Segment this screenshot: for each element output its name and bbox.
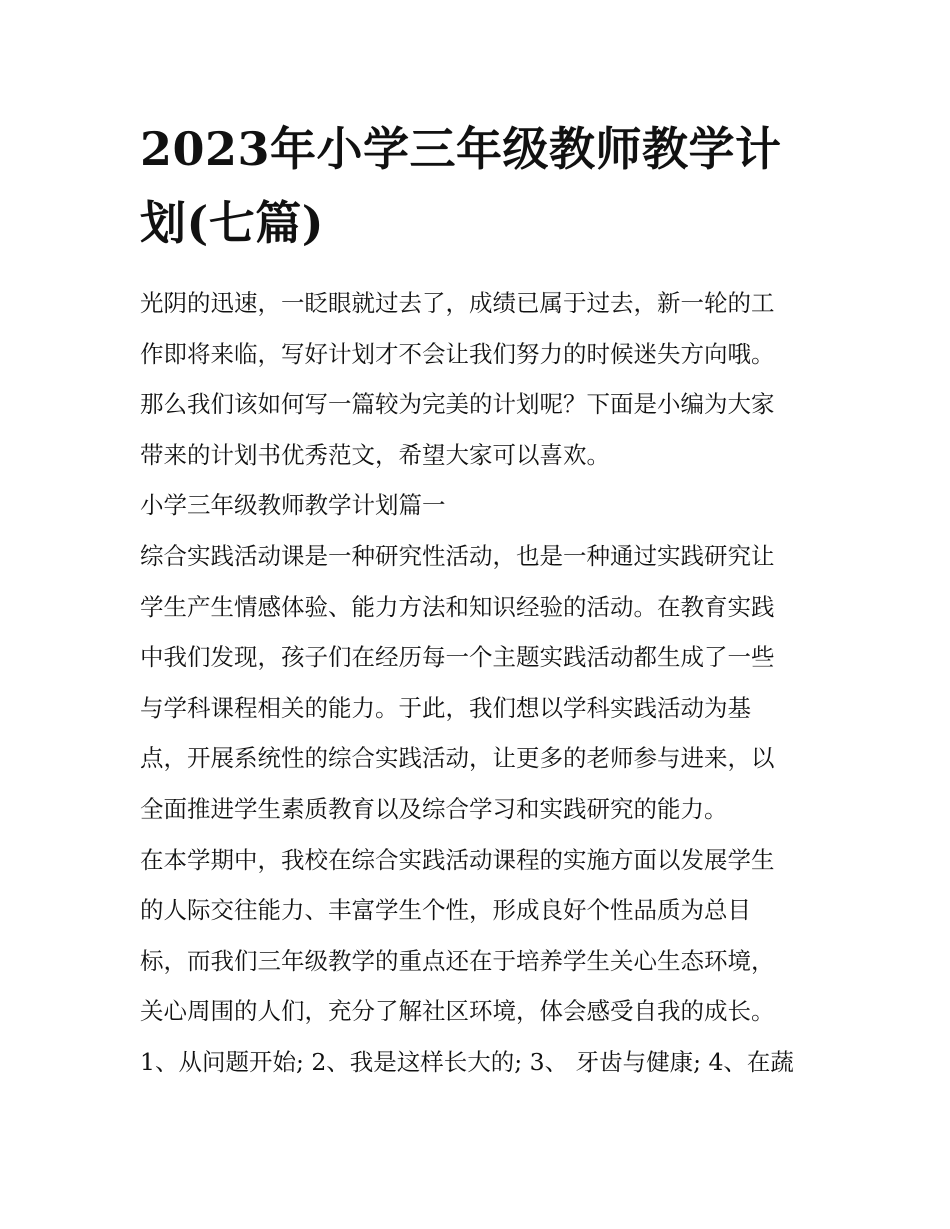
text-line: 综合实践活动课是一种研究性活动，也是一种通过实践研究让: [140, 541, 775, 570]
document-title: [140, 112, 812, 260]
text-line: 的人际交往能力、丰富学生个性，形成良好个性品质为总目: [140, 896, 751, 925]
text-line: 中我们发现，孩子们在经历每一个主题实践活动都生成了一些: [140, 643, 775, 672]
text-line: 关心周围的人们，充分了解社区环境，体会感受自我的成长。: [140, 997, 775, 1026]
text-line: 标，而我们三年级教学的重点还在于培养学生关心生态环境，: [140, 946, 775, 975]
text-line: 那么我们该如何写一篇较为完美的计划呢？下面是小编为大家: [140, 390, 775, 419]
text-line: 光阴的迅速，一眨眼就过去了，成绩已属于过去，新一轮的工: [140, 289, 775, 317]
text-line: 点，开展系统性的综合实践活动，让更多的老师参与进来，以: [140, 744, 775, 773]
section-heading: 小学三年级教师教学计划篇一: [140, 491, 446, 520]
text-line: 在本学期中，我校在综合实践活动课程的实施方面以发展学生: [140, 845, 775, 874]
text-line: 1、从问题开始; 2、我是这样长大的; 3、 牙齿与健康; 4、在蔬: [140, 1047, 794, 1076]
title-line-2: 划(七篇): [140, 196, 325, 250]
text-line: 带来的计划书优秀范文，希望大家可以喜欢。: [140, 440, 610, 469]
title-line-1: 2023年小学三年级教师教学计: [140, 122, 782, 176]
text-line: 全面推进学生素质教育以及综合学习和实践研究的能力。: [140, 794, 728, 823]
text-line: 学生产生情感体验、能力方法和知识经验的活动。在教育实践: [140, 592, 775, 621]
text-line: 与学科课程相关的能力。于此，我们想以学科实践活动为基: [140, 693, 751, 722]
document-body: [140, 278, 812, 1088]
text-line: 作即将来临，写好计划才不会让我们努力的时候迷失方向哦。: [140, 339, 775, 368]
